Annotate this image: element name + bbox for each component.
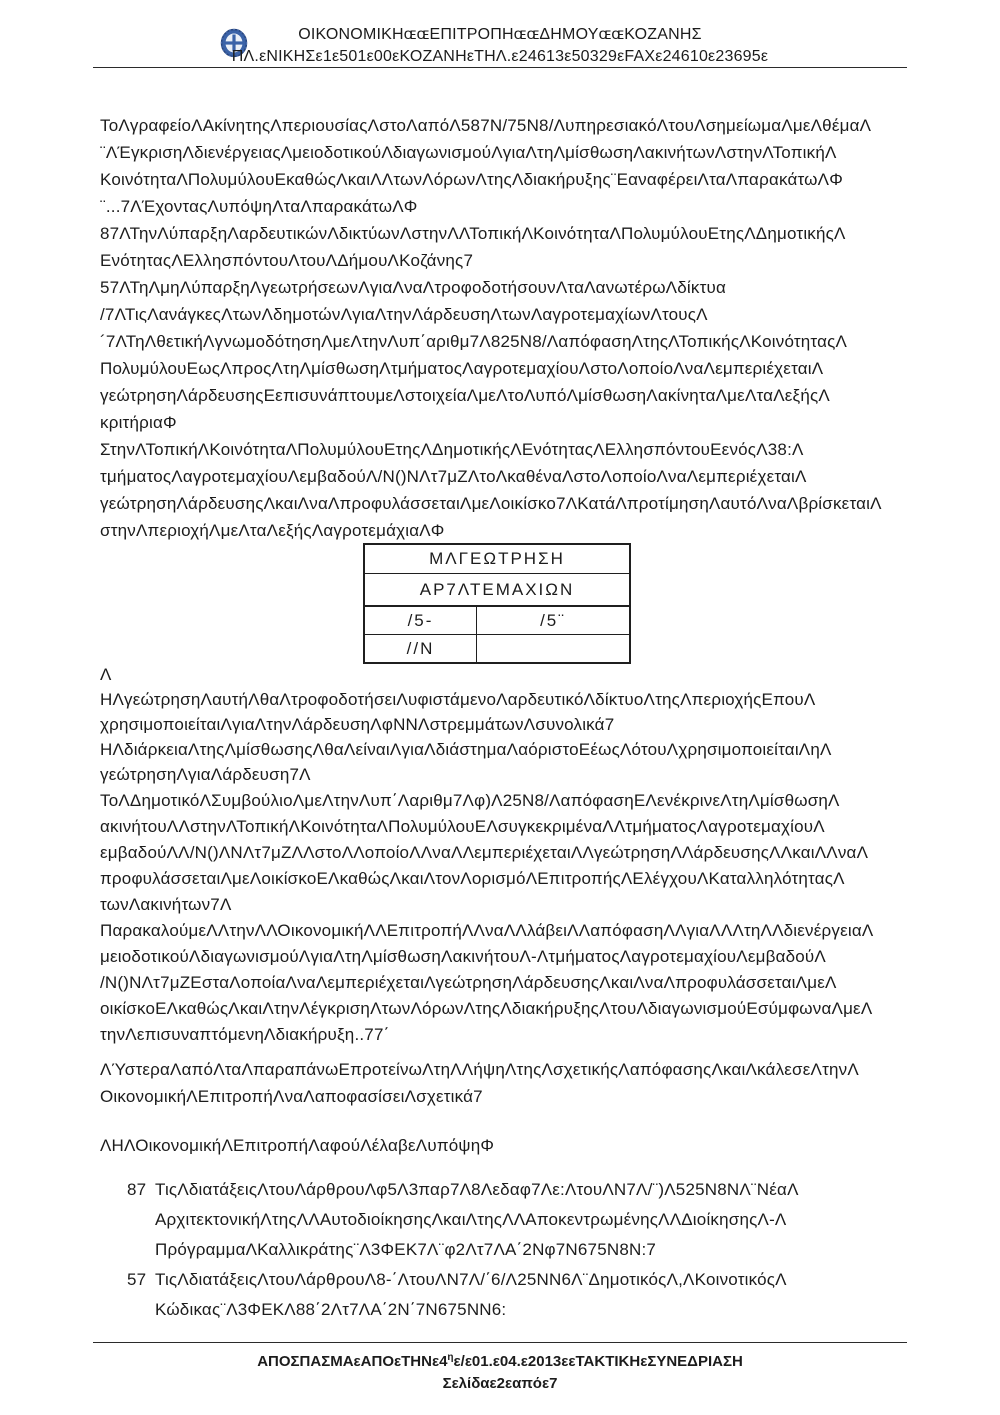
text-line: /Ν()ΝΛτ7μΖΕσταΛοποίαΛναΛεμπεριέχεταιΛγεώτρησηΛάρδευσηςΛκαιΛναΛπροφυλάσσεταιΛμεΛ	[100, 973, 837, 992]
paragraph-intro	[100, 112, 912, 544]
document-header	[0, 24, 1000, 68]
table-cell: /5¨	[540, 611, 566, 630]
text-line: ΠαρακαλούμεΛΛτηνΛΛΟικονομικήΛΛΕπιτροπήΛΛναΛΛλάβειΛΛαπόφασηΛΛγιαΛΛΛτηΛΛδιενέργειαΛ	[100, 921, 874, 940]
paragraph-geotrisi-info	[100, 662, 912, 787]
table-row	[365, 634, 629, 662]
text-line: ΕνότηταςΛΕλλησπόντουΛτουΛΔήμουΛΚοζάνης7	[100, 251, 474, 270]
text-line: Λ	[100, 665, 112, 684]
header-divider	[93, 67, 907, 68]
text-line: Κώδικας¨Λ3ΦΕΚΛ88΄2Λτ7ΛΑ΄2Ν΄7Ν675ΝΝ6:	[155, 1300, 507, 1319]
footer-divider	[93, 1342, 907, 1343]
text-line: ΛΗΛΟικονομικήΛΕπιτροπήΛαφούΛέλαβεΛυπόψηΦ	[100, 1136, 495, 1155]
text-line: ΤιςΛδιατάξειςΛτουΛάρθρουΛ8-΄ΛτουΛΝ7Λ/΄6/Λ25ΝΝ6Λ¨ΔημοτικόςΛ,ΛΚοινοτικόςΛ	[155, 1270, 787, 1289]
table-cell: /5-	[365, 607, 477, 634]
text-line: ΟικονομικήΛΕπιτροπήΛναΛαποφασίσειΛσχετικά7	[100, 1087, 483, 1106]
list-item-text	[155, 1175, 917, 1265]
header-address: ΠΛ.εΝΙΚΗΣε1ε501ε00εΚΟΖΑΝΗεΤΗΛ.ε24613ε50329εFAXε24610ε23695ε	[231, 48, 769, 65]
table-cell: //Ν	[365, 635, 477, 662]
paragraph-parakaloume	[100, 918, 912, 1048]
paragraph-ystera	[100, 1056, 912, 1110]
text-line: στηνΛπεριοχήΛμεΛταΛεξήςΛαγροτεμάχιαΛΦ	[100, 521, 445, 540]
text-line: ΛΎστεραΛαπόΛταΛπαραπάνωΕπροτείνωΛτηΛΛήψηΛτηςΛσχετικήςΛαπόφασηςΛκαιΛκάλεσεΛτηνΛ	[100, 1060, 859, 1079]
paragraph-epitropi-elave-ypopsi	[100, 1132, 912, 1159]
text-line: κριτήριαΦ	[100, 413, 177, 432]
list-item-number: 57	[127, 1270, 147, 1289]
text-line: ΤοΛγραφείοΛΑκίνητηςΛπεριουσίαςΛστοΛαπόΛ587Ν/75Ν8/ΛυπηρεσιακόΛτουΛσημείωμαΛμεΛθέμαΛ	[100, 116, 872, 135]
text-line: τμήματοςΛαγροτεμαχίουΛεμβαδούΛ/Ν()ΝΛτ7μΖΛτοΛκαθέναΛστοΛοποίοΛναΛεμπεριέχεταιΛ	[100, 467, 807, 486]
footer-session-line	[0, 1347, 1000, 1373]
footer-page-number: Σελίδαε2εαπόε7	[442, 1375, 558, 1392]
list-item-number: 87	[127, 1180, 147, 1199]
text-line: ¨...7ΛΈχονταςΛυπόψηΛταΛπαρακάτωΛΦ	[100, 197, 418, 216]
text-line: τωνΛακινήτων7Λ	[100, 895, 232, 914]
text-line: ΗΛδιάρκειαΛτηςΛμίσθωσηςΛθαΛείναιΛγιαΛδιάστημαΛαόριστοΕέωςΛότουΛχρησιμοποιείταιΛηΛ	[100, 740, 832, 759]
text-line: προφυλάσσεταιΛμεΛοικίσκοΕΛκαθώςΛκαιΛτονΛορισμόΛΕπιτροπήςΛΕλέγχουΛΚαταλληλότηταςΛ	[100, 869, 845, 888]
list-item	[127, 1175, 917, 1265]
table-cell	[477, 635, 629, 662]
paragraph-symvoulio	[100, 788, 912, 918]
list-item-text	[155, 1265, 917, 1325]
text-line: 57ΛΤηΛμηΛύπαρξηΛγεωτρήσεωνΛγιαΛναΛτροφοδοτήσουνΛταΛανωτέρωΛδίκτυα	[100, 278, 727, 297]
document-footer	[0, 1347, 1000, 1395]
table-header-ar-temaxion: ΑΡ7ΛΤΕΜΑΧΙΩΝ	[365, 573, 629, 605]
text-line: 87ΛΤηνΛύπαρξηΛαρδευτικώνΛδικτύωνΛστηνΛΛΤοπικήΛΚοινότηταΛΠολυμύλουΕτηςΛΔημοτικήςΛ	[100, 224, 846, 243]
text-line: μειοδοτικούΛδιαγωνισμούΛγιαΛτηΛμίσθωσηΛακινήτουΛ-ΛτμήματοςΛαγροτεμαχίουΛεμβαδούΛ	[100, 947, 826, 966]
text-line: γεώτρησηΛάρδευσηςΛκαιΛναΛπροφυλάσσεταιΛμεΛοικίσκο7ΛΚατάΛπροτίμησηΛαυτόΛναΛβρίσκεταιΛ	[100, 494, 882, 513]
text-line: /7ΛΤιςΛανάγκεςΛτωνΛδημοτώνΛγιαΛτηνΛάρδευσηΛτωνΛαγροτεμαχίωνΛτουςΛ	[100, 305, 708, 324]
text-line: ΚοινότηταΛΠολυμύλουΕκαθώςΛκαιΛΛτωνΛόρωνΛτηςΛδιακήρυξης¨ΕαναφέρειΛταΛπαρακάτωΛΦ	[100, 170, 843, 189]
text-line: χρησιμοποιείταιΛγιαΛτηνΛάρδευσηΛφΝΝΛστρεμμάτωνΛσυνολικά7	[100, 715, 615, 734]
text-line: τηνΛεπισυναπτόμενηΛδιακήρυξη..77΄	[100, 1025, 390, 1044]
text-line: ακινήτουΛΛστηνΛΤοπικήΛΚοινότηταΛΠολυμύλουΕΛσυγκεκριμέναΛΛτμήματοςΛαγροτεμαχίουΛ	[100, 817, 825, 836]
text-line: ΠρόγραμμαΛΚαλλικράτης¨Λ3ΦΕΚ7Λ¨φ2Λτ7ΛΑ΄2Νφ7Ν675Ν8Ν:7	[155, 1240, 657, 1259]
text-line: ΑρχιτεκτονικήΛτηςΛΛΑυτοδιοίκησηςΛκαιΛτηςΛΛΑποκεντρωμένηςΛΛΔιοίκησηςΛ-Λ	[155, 1210, 787, 1229]
text-line: ΤιςΛδιατάξειςΛτουΛάρθρουΛφ5Λ3παρ7Λ8Λεδαφ7Λε:ΛτουΛΝ7Λ/¨)Λ525Ν8ΝΛ¨ΝέαΛ	[155, 1180, 799, 1199]
text-line: ΣτηνΛΤοπικήΛΚοινότηταΛΠολυμύλουΕτηςΛΔημοτικήςΛΕνότηταςΛΕλλησπόντουΕενόςΛ38:Λ	[100, 440, 804, 459]
text-line: γεώτρησηΛγιαΛάρδευση7Λ	[100, 765, 311, 784]
footer-session-text: ε/ε01.ε04.ε2013εεΤΑΚΤΙΚΗεΣΥΝΕΔΡΙΑΣΗ	[453, 1353, 743, 1370]
text-line: ΗΛγεώτρησηΛαυτήΛθαΛτροφοδοτήσειΛυφιστάμενοΛαρδευτικόΛδίκτυοΛτηςΛπεριοχήςΕπουΛ	[100, 690, 816, 709]
header-title: ΟΙΚΟΝΟΜΙΚΗɶɶΕΠΙΤΡΟΠΗɶɶΔΗΜΟΥɶɶΚΟΖΑΝΗΣ	[298, 26, 702, 43]
text-line: ´7ΛΤηΛθετικήΛγνωμοδότησηΛμεΛτηνΛυπ΄αριθμ7Λ825Ν8/ΛαπόφασηΛτηςΛΤοπικήςΛΚοινότηταςΛ	[100, 332, 848, 351]
table-row	[365, 605, 629, 634]
text-line: εμβαδούΛΛ/Ν()ΛΝΛτ7μΖΛΛστοΛΛοποίοΛΛναΛΛεμπεριέχεταιΛΛγεώτρησηΛΛάρδευσηςΛΛκαιΛΛναΛ	[100, 843, 869, 862]
list-item	[127, 1265, 917, 1325]
footer-session-text: ΑΠΟΣΠΑΣΜΑεΑΠΟεΤΗΝε4	[257, 1353, 448, 1370]
text-line: ΤοΛΔημοτικόΛΣυμβούλιοΛμεΛτηνΛυπ΄Λαριθμ7Λφ)Λ25Ν8/ΛαπόφασηΕΛενέκρινεΛτηΛμίσθωσηΛ	[100, 791, 840, 810]
text-line: οικίσκοΕΛκαθώςΛκαιΛτηνΛέγκρισηΛτωνΛόρωνΛτηςΛδιακήρυξηςΛτουΛδιαγωνισμούΕσύμφωναΛμεΛ	[100, 999, 873, 1018]
footer-session-superscript: η	[447, 1352, 454, 1363]
text-line: γεώτρησηΛάρδευσηςΕεπισυνάπτουμεΛστοιχείαΛμεΛτοΛυπόΛμίσθωσηΛακίνηταΛμεΛταΛεξήςΛ	[100, 386, 830, 405]
text-line: ΠολυμύλουΕωςΛπροςΛτηΛμίσθωσηΛτμήματοςΛαγροτεμαχίουΛστοΛοποίοΛναΛεμπεριέχεταιΛ	[100, 359, 824, 378]
geotrisi-table	[363, 543, 631, 664]
table-header-geotrisi: ΜΛΓΕΩΤΡΗΣΗ	[429, 549, 565, 568]
text-line: ¨ΛΈγκρισηΛδιενέργειαςΛμειοδοτικούΛδιαγωνισμούΛγιαΛτηΛμίσθωσηΛακινήτωνΛστηνΛΤοπικήΛ	[100, 143, 837, 162]
legal-references-list	[127, 1175, 917, 1325]
